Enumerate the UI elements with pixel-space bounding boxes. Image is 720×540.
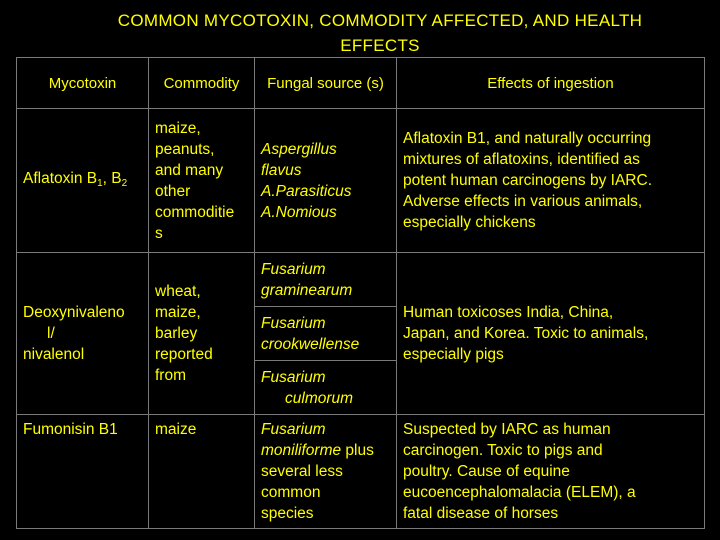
- cell-fungal-source: Fusarium crookwellense: [255, 307, 397, 361]
- table-header-row: [17, 58, 705, 109]
- cell-mycotoxin: Deoxynivaleno l/ nivalenol: [17, 253, 149, 415]
- cell-effects: Suspected by IARC as human carcinogen. Toxic to pigs and poultry. Cause of equine eucoencephalomalacia (ELEM), a fatal disease of horses: [397, 415, 705, 529]
- slide-title-line2: EFFECTS: [340, 36, 420, 55]
- cell-commodity: maize, peanuts, and many other commoditie s: [149, 109, 255, 253]
- header-effects: Effects of ingestion: [397, 58, 705, 109]
- table-row-fumonisin: [17, 415, 705, 529]
- cell-fungal-source: Aspergillus flavus A.Parasiticus A.Nomious: [255, 109, 397, 253]
- header-commodity: Commodity: [149, 58, 255, 109]
- cell-commodity: wheat, maize, barley reported from: [149, 253, 255, 415]
- slide-title-line1: COMMON MYCOTOXIN, COMMODITY AFFECTED, AND HEALTH: [117, 11, 643, 30]
- cell-commodity: maize: [149, 415, 255, 529]
- cell-fungal-source: Fusarium moniliforme plus several less common species: [255, 415, 397, 529]
- cell-effects: Aflatoxin B1, and naturally occurring mixtures of aflatoxins, identified as potent human carcinogens by IARC. Adverse effects in various animals, especially chickens: [397, 109, 705, 253]
- cell-fungal-source: Fusarium culmorum: [255, 361, 397, 415]
- header-mycotoxin: Mycotoxin: [17, 58, 149, 109]
- table-row-deoxynivalenol: [17, 253, 705, 307]
- table-row-aflatoxin: [17, 109, 705, 253]
- cell-mycotoxin: Aflatoxin $B_1$, $B_2$: [17, 109, 149, 253]
- cell-mycotoxin: Fumonisin B1: [17, 415, 149, 529]
- mycotoxin-table: [16, 57, 705, 529]
- header-fungal-source: Fungal source (s): [255, 58, 397, 109]
- cell-effects: Human toxicoses India, China, Japan, and Korea. Toxic to animals, especially pigs: [397, 253, 705, 415]
- cell-fungal-source: Fusarium graminearum: [255, 253, 397, 307]
